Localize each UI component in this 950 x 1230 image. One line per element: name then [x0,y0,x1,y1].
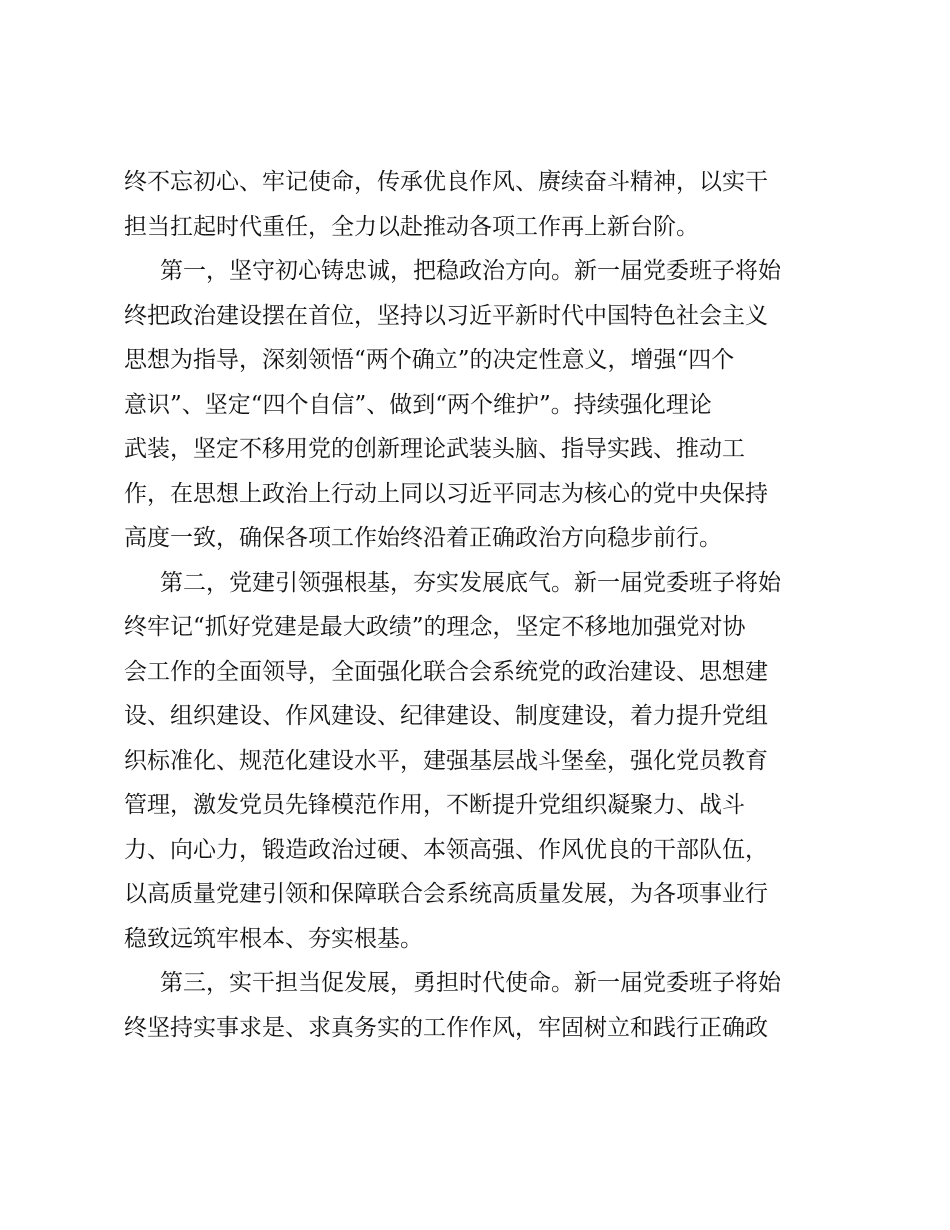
text-line: 终牢记“抓好党建是最大政绩”的理念，坚定不移地加强党对协 [124,614,746,640]
text-line: 终把政治建设摆在首位，坚持以习近平新时代中国特色社会主义 [124,302,768,329]
text-line: 思想为指导，深刻领悟“两个确立”的决定性意义，增强“四个 [124,347,735,373]
text-line: 高度一致，确保各项工作始终沿着正确政治方向稳步前行。 [124,525,722,551]
section-heading-line: 第二，党建引领强根基，夯实发展底气。新一届党委班子将始 [160,569,781,596]
text-line: 作，在思想上政治上行动上同以习近平同志为核心的党中央保持 [124,480,768,507]
text-line: 终坚持实事求是、求真务实的工作作风，牢固树立和践行正确政 [124,1014,768,1041]
text-line: 以高质量党建引领和保障联合会系统高质量发展，为各项事业行 [124,881,768,907]
text-line: 设、组织建设、作风建设、纪律建设、制度建设，着力提升党组 [124,703,768,729]
text-line: 织标准化、规范化建设水平，建强基层战斗堡垒，强化党员教育 [124,747,768,774]
section-heading-line: 第一，坚守初心铸忠诚，把稳政治方向。新一届党委班子将始 [160,258,781,284]
text-line: 武装，坚定不移用党的创新理论武装头脑、指导实践、推动工 [124,436,745,462]
section-heading-line: 第三，实干担当促发展，勇担时代使命。新一届党委班子将始 [160,970,781,996]
body-text [124,160,844,1050]
text-line: 担当扛起时代重任，全力以赴推动各项工作再上新台阶。 [124,213,699,240]
text-line: 会工作的全面领导，全面强化联合会系统党的政治建设、思想建 [124,658,768,685]
text-line: 终不忘初心、牢记使命，传承优良作风、赓续奋斗精神，以实干 [124,169,768,195]
text-line: 力、向心力，锻造政治过硬、本领高强、作风优良的干部队伍， [124,836,768,863]
text-line: 稳致远筑牢根本、夯实根基。 [124,925,423,952]
text-line: 意识”、坚定“四个自信”、做到“两个维护”。持续强化理论 [124,391,712,418]
text-line: 管理，激发党员先锋模范作用，不断提升党组织凝聚力、战斗 [124,792,745,818]
